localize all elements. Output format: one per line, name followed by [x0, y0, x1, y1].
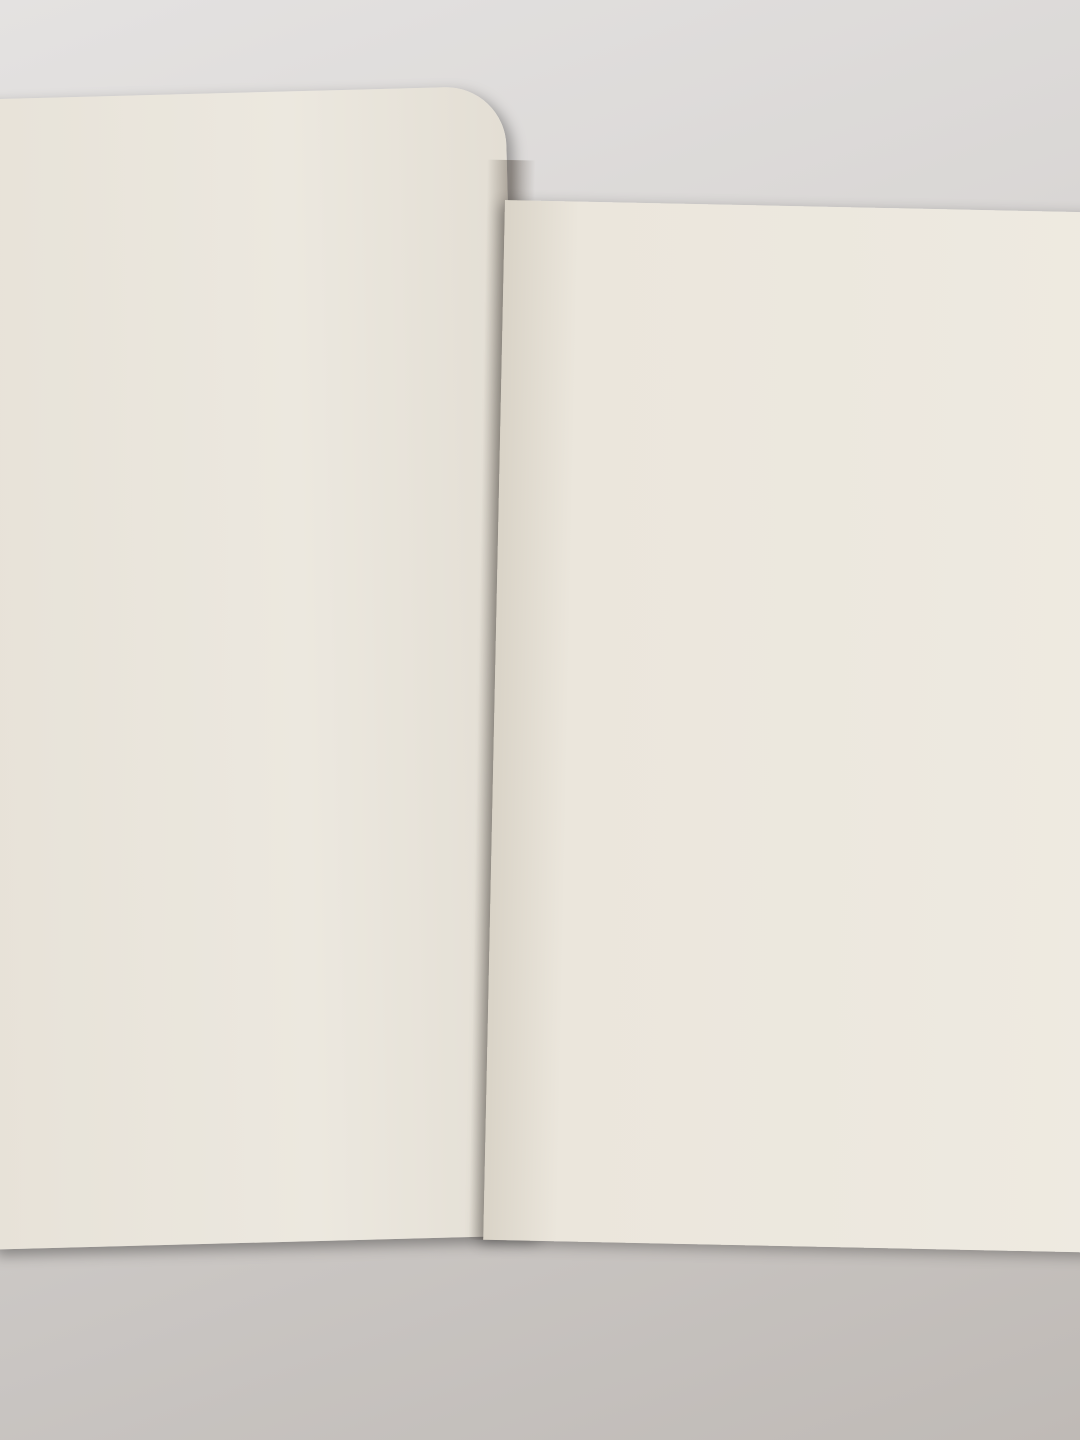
left-book-page: [0, 86, 535, 1250]
right-book-page: [483, 200, 1080, 1253]
